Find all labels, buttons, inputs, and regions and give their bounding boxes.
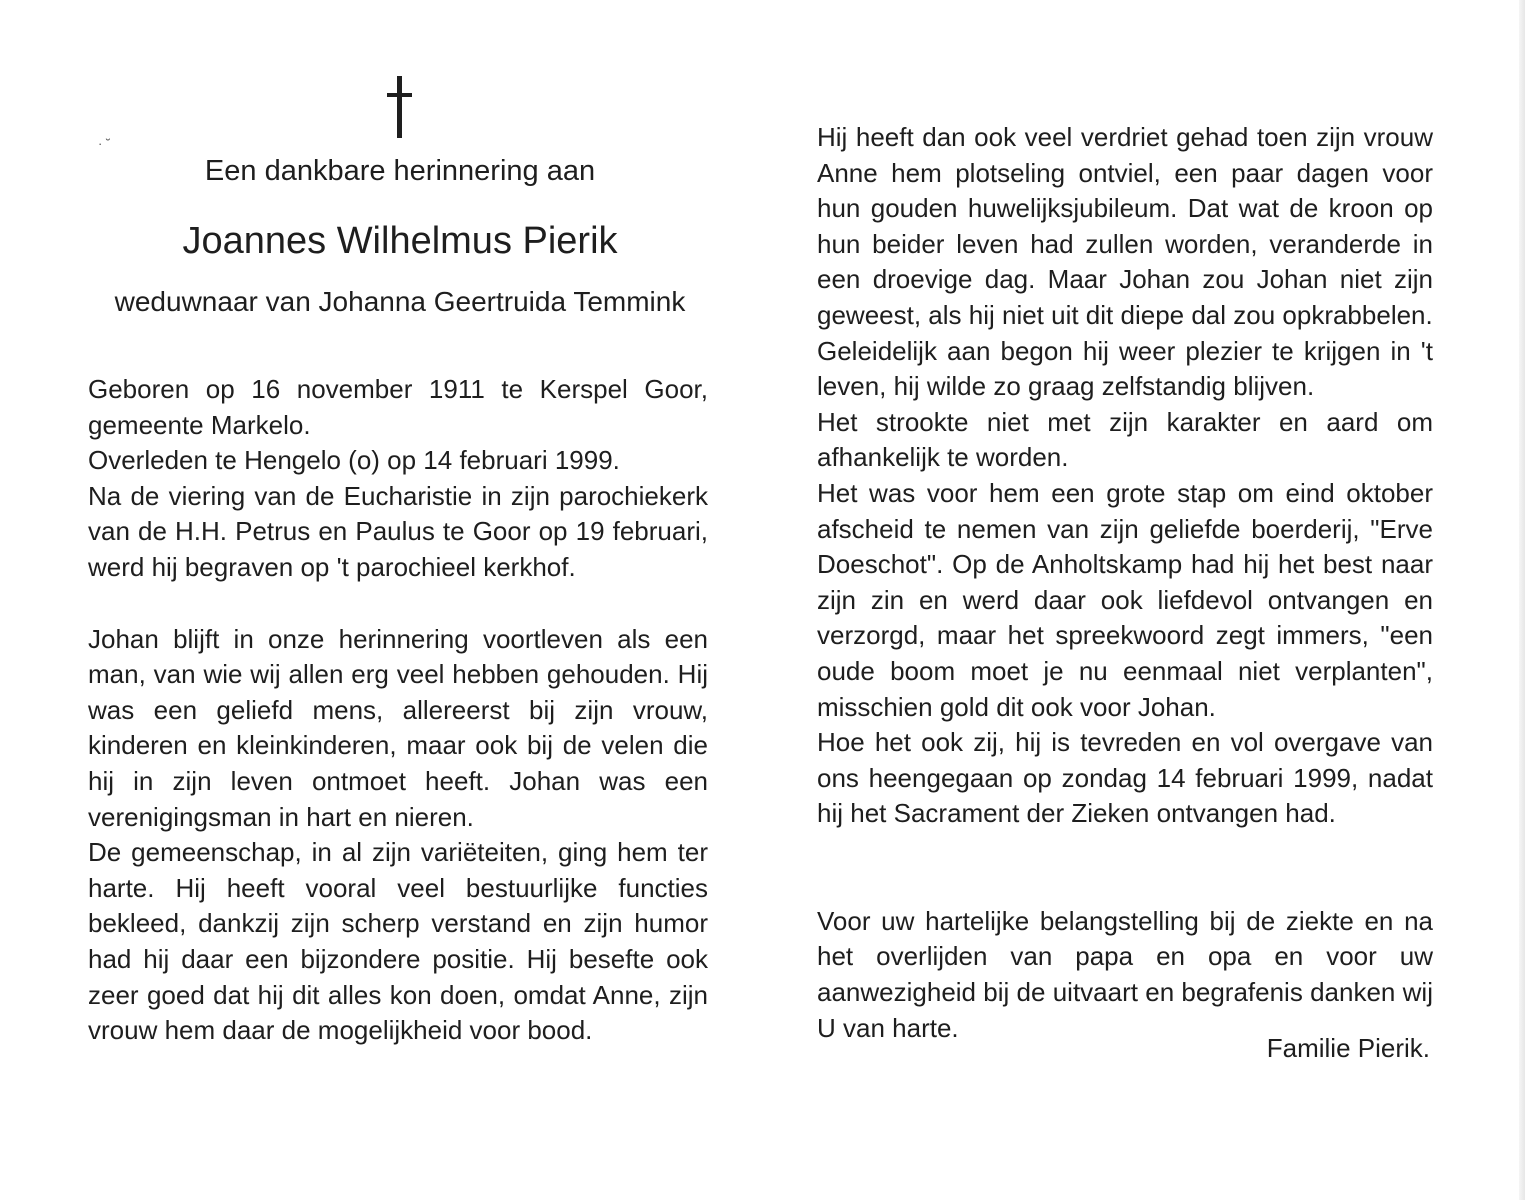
deceased-name: Joannes Wilhelmus Pierik [182,220,618,262]
right-column [817,120,1433,1046]
scan-smudge: · ˘ [98,136,111,151]
farm-paragraph: Het was voor hem een grote stap om eind oktober afscheid te nemen van zijn geliefde boerderij, "Erve Doeschot". Op de Anholtskamp had hij het best naar zijn zin en werd daar ook liefdevol ontvangen en verzorgd, maar het spreekwoord zegt immers, "een oude boom moet je nu eenmaal niet verplanten", misschien gold dit ook voor Johan. [817,477,1433,722]
thanks-paragraph: Voor uw hartelijke belangstelling bij de ziekte en na het overlijden van papa en opa en voor uw aanwezigheid bij de uitvaart en begrafenis danken wij U van harte. [817,905,1433,1043]
memory-paragraph: Johan blijft in onze herinnering voortleven als een man, van wie wij allen erg veel hebben gehouden. Hij was een geliefd mens, allereerst bij zijn vrouw, kinderen en kleinkinderen, maar ook bij de velen die hij in zijn leven ontmoet heeft. Johan was een verenigingsman in hart en nieren. [88,623,708,832]
funeral-paragraph: Na de viering van de Eucharistie in zijn parochiekerk van de H.H. Petrus en Paulus te Goor op 19 februari, werd hij begraven op 't parochieel kerkhof. [88,480,708,582]
grief-paragraph: Hij heeft dan ook veel verdriet gehad toen zijn vrouw Anne hem plotseling ontviel, een paar dagen voor hun gouden huwelijksjubileum. Dat wat de kroon op hun beider leven had zullen worden, veranderde in een droevige dag. Maar Johan zou Johan niet zijn geweest, als hij niet uit dit diepe dal zou opkrabbelen. [817,122,1433,330]
recovery-paragraph: Geleidelijk aan begon hij weer plezier te krijgen in 't leven, hij wilde zo graag zelfstandig blijven. [817,335,1433,402]
dedication-line: Een dankbare herinnering aan [204,155,596,187]
character-paragraph: Het strookte niet met zijn karakter en aard om afhankelijk te worden. [817,406,1433,473]
scan-edge-shade [1519,0,1525,1200]
birth-paragraph: Geboren op 16 november 1911 te Kerspel Goor, gemeente Markelo. [88,374,708,440]
widower-line: weduwnaar van Johanna Geertruida Temmink [114,286,686,317]
family-signature: Familie Pierik. [1266,1033,1430,1063]
community-paragraph: De gemeenschap, in al zijn variëteiten, ging hem ter harte. Hij heeft vooral veel bestuurlijke functies bekleed, dankzij zijn scherp verstand en zijn humor had hij daar een bijzondere positie. Hij besefte ook zeer goed dat hij dit alles kon doen, omdat Anne, zijn vrouw hem daar de mogelijkheid voor bood. [88,837,708,1046]
cross-icon [380,76,420,140]
death-paragraph: Overleden te Hengelo (o) op 14 februari 1999. [88,445,620,476]
left-column [88,372,708,1049]
passing-paragraph: Hoe het ook zij, hij is tevreden en vol overgave van ons heengegaan op zondag 14 februari 1999, nadat hij het Sacrament der Zieken ontvangen had. [817,727,1433,829]
